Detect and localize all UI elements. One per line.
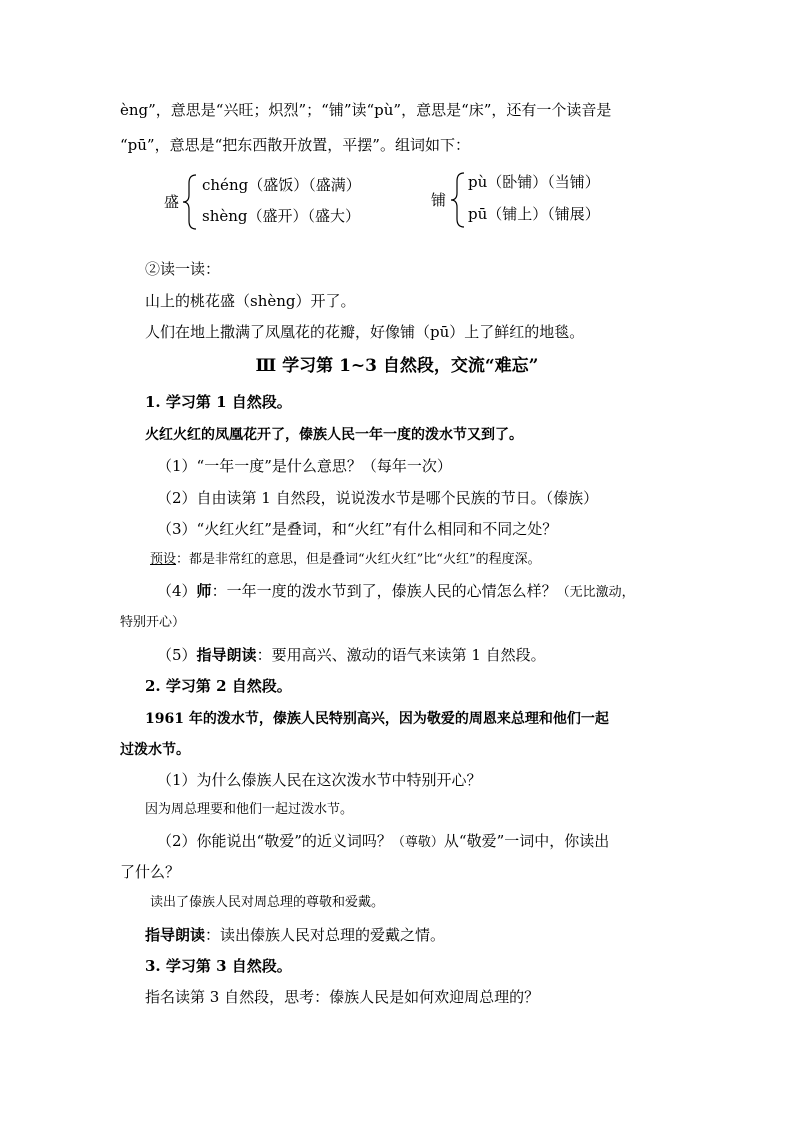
guide-label: 指导朗读	[145, 926, 206, 944]
word-group-pu-reading-1: pù（卧铺）（当铺）	[468, 173, 600, 191]
section-title: Ⅲ 学习第 1~3 自然段，交流“难忘”	[255, 356, 539, 376]
para1-heading: 1. 学习第 1 自然段。	[145, 393, 292, 411]
para2-guide	[145, 925, 445, 945]
para1-question-1: （1）“一年一度”是什么意思？（每年一次）	[157, 457, 452, 475]
read-aloud-heading: ②读一读：	[145, 260, 221, 278]
q5-prefix: （5）	[157, 646, 197, 664]
word-group-char-sheng: 盛	[164, 193, 180, 211]
para1-question-4	[157, 581, 635, 603]
q4-teacher-label: 师	[196, 582, 212, 600]
read-aloud-sentence-2: 人们在地上撒满了凤凰花的花瓣，好像铺（pū）上了鲜红的地毯。	[145, 323, 585, 341]
read-aloud-sentence-1: 山上的桃花盛（shèng）开了。	[145, 292, 356, 310]
q2-text-a: （2）你能说出“敬爱”的近义词吗？	[157, 832, 392, 850]
q4-answer-a: （无比激动，	[556, 585, 635, 600]
q2-answer: （尊敬）	[391, 835, 444, 850]
para2-answer-2: 读出了傣族人民对周总理的尊敬和爱戴。	[150, 895, 385, 910]
left-brace-icon	[182, 173, 198, 231]
word-group-char-pu: 铺	[431, 191, 447, 209]
preset-text: ：都是非常红的意思，但是叠词“火红火红”比“火红”的程度深。	[176, 552, 541, 567]
q4-text: ：一年一度的泼水节到了，傣族人民的心情怎么样？	[211, 582, 557, 600]
q5-text: ：要用高兴、激动的语气来读第 1 自然段。	[256, 646, 546, 664]
q5-guide-label: 指导朗读	[196, 646, 257, 664]
preset-label: 预设	[150, 552, 177, 567]
para2-answer-1: 因为周总理要和他们一起过泼水节。	[145, 802, 354, 817]
intro-line-2: “pū”，意思是“把东西散开放置，平摆”。组词如下：	[120, 136, 470, 154]
word-group-sheng-reading-1: chéng（盛饭）（盛满）	[202, 176, 361, 194]
para1-question-3: （3）“火红火红”是叠词，和“火红”有什么相同和不同之处？	[157, 520, 558, 538]
para1-preset	[150, 550, 541, 570]
para2-question-1: （1）为什么傣族人民在这次泼水节中特别开心？	[157, 771, 482, 789]
para2-heading: 2. 学习第 2 自然段。	[145, 677, 292, 695]
para1-question-5	[157, 645, 546, 665]
q4-prefix: （4）	[157, 582, 197, 600]
para1-question-4-answer-b: 特别开心）	[120, 615, 186, 630]
para1-text: 火红火红的凤凰花开了，傣族人民一年一度的泼水节又到了。	[145, 427, 523, 443]
intro-line-1: èng”，意思是“兴旺；炽烈”；“铺”读“pù”，意思是“床”，还有一个读音是	[120, 101, 612, 119]
para2-text-a: 1961 年的泼水节，傣族人民特别高兴，因为敬爱的周恩来总理和他们一起	[145, 711, 609, 727]
guide-text: ：读出傣族人民对总理的爱戴之情。	[205, 926, 446, 944]
left-brace-icon	[450, 171, 466, 229]
para3-text: 指名读第 3 自然段，思考：傣族人民是如何欢迎周总理的？	[145, 988, 540, 1006]
para3-heading: 3. 学习第 3 自然段。	[145, 957, 292, 975]
q2-text-b: 从“敬爱”一词中，你读出	[443, 832, 610, 850]
para1-question-2: （2）自由读第 1 自然段，说说泼水节是哪个民族的节日。（傣族）	[157, 489, 599, 507]
word-group-sheng-reading-2: shèng（盛开）（盛大）	[202, 207, 360, 225]
word-group-pu-reading-2: pū（铺上）（铺展）	[468, 205, 600, 223]
para2-text-b: 过泼水节。	[120, 742, 190, 758]
para2-question-2	[157, 831, 609, 853]
para2-question-2-cont: 了什么？	[120, 863, 181, 881]
